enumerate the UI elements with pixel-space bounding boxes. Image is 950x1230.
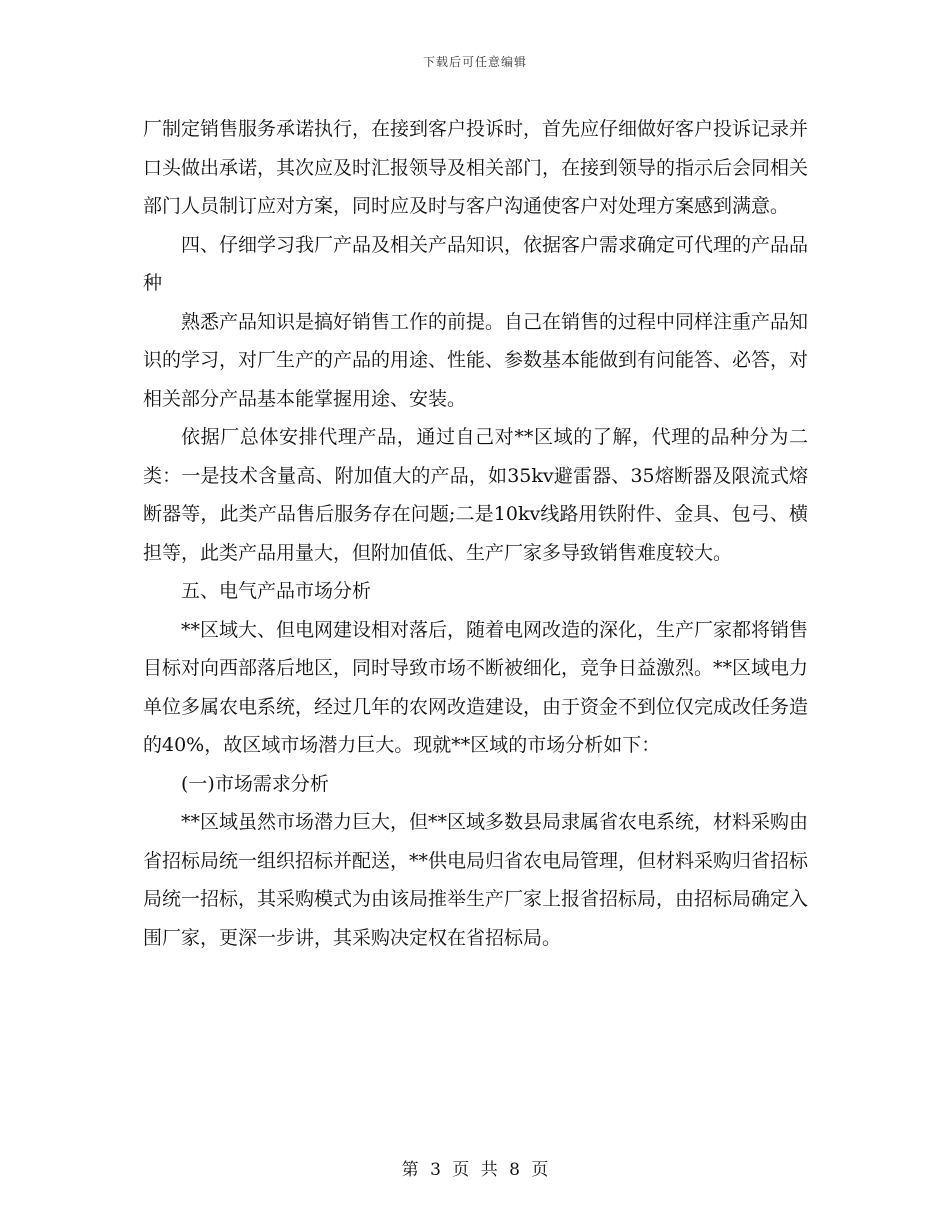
paragraph: 依据厂总体安排代理产品，通过自己对**区域的了解，代理的品种分为二类：一是技术含量高、附加值大的产品，如35kv避雷器、35熔断器及限流式熔断器等，此类产品售后服务存在问题;二是10kv线路用铁附件、金具、包弓、横担等，此类产品用量大，但附加值低、生产厂家多导致销售难度较大。 — [143, 426, 808, 564]
paragraph: 熟悉产品知识是搞好销售工作的前提。自己在销售的过程中同样注重产品知识的学习，对厂生产的产品的用途、性能、参数基本能做到有问能答、必答，对相关部分产品基本能掌握用途、安装。 — [143, 310, 809, 410]
section-heading: 五、电气产品市场分析 — [181, 580, 372, 602]
document-body — [143, 110, 808, 957]
paragraph: **区域大、但电网建设相对落后，随着电网改造的深化，生产厂家都将销售目标对向西部落后地区，同时导致市场不断被细化，竞争日益激烈。**区域电力单位多属农电系统，经过几年的农网改造建设，由于资金不到位仅完成改任务造的40%，故区域市场潜力巨大。现就**区域的市场分析如下： — [143, 618, 809, 756]
page-footer: 第 3 页 共 8 页 — [401, 1160, 549, 1180]
section-heading: 四、仔细学习我厂产品及相关产品知识，依据客户需求确定可代理的产品品种 — [143, 233, 809, 294]
page-header: 下载后可任意编辑 — [422, 55, 527, 69]
paragraph: **区域虽然市场潜力巨大，但**区域多数县局隶属省农电系统，材料采购由省招标局统一组织招标并配送，**供电局归省农电局管理，但材料采购归省招标局统一招标，其采购模式为由该局推举生产厂家上报省招标局，由招标局确定入围厂家，更深一步讲，其采购决定权在省招标局。 — [143, 811, 809, 949]
paragraph: 厂制定销售服务承诺执行，在接到客户投诉时，首先应仔细做好客户投诉记录并口头做出承诺，其次应及时汇报领导及相关部门，在接到领导的指示后会同相关部门人员制订应对方案，同时应及时与客户沟通使客户对处理方案感到满意。 — [143, 118, 809, 217]
subsection-heading: (一)市场需求分析 — [181, 772, 329, 795]
